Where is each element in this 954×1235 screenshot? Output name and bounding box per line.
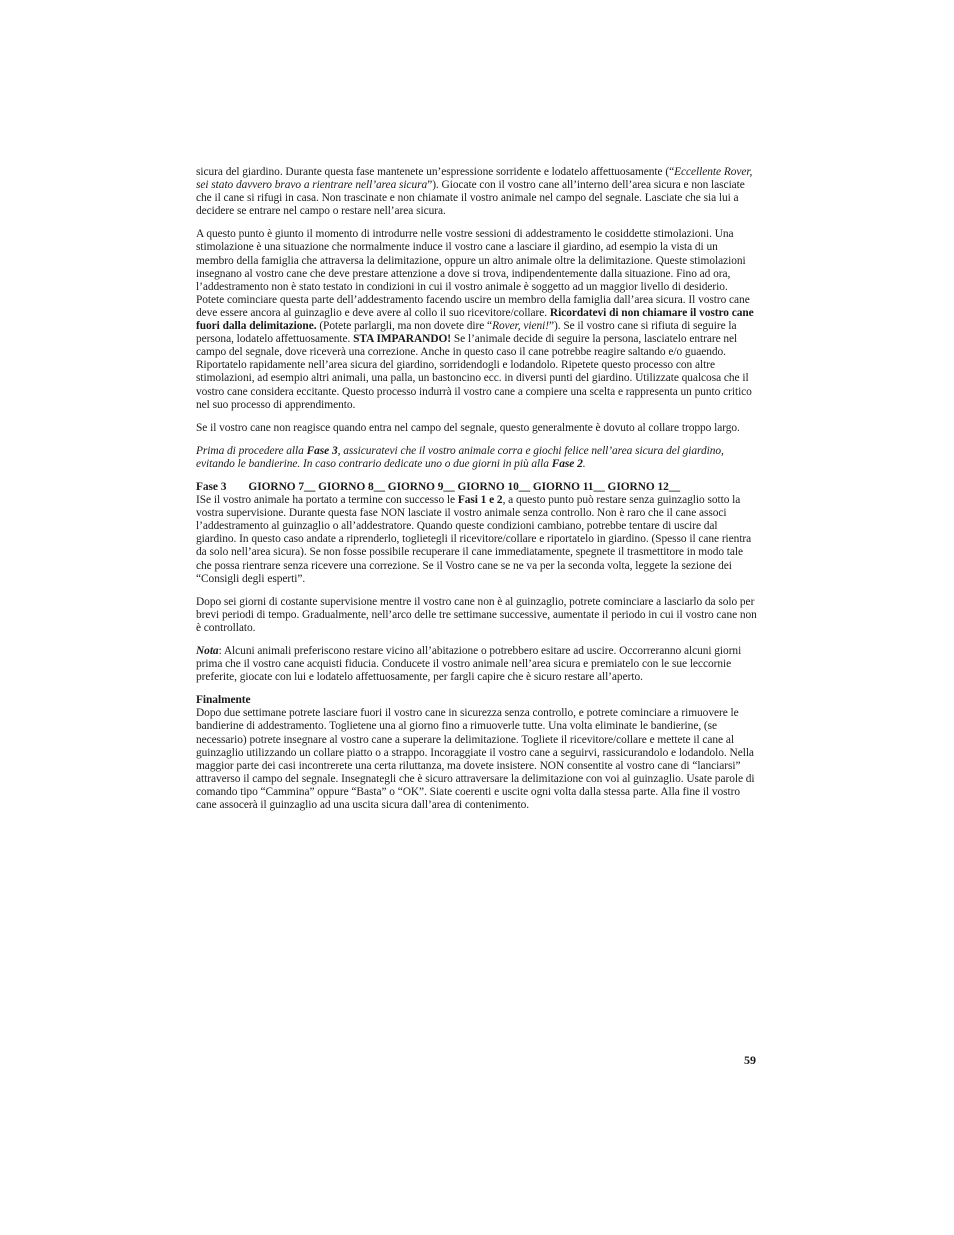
section-heading-finalmente [196,694,758,707]
paragraph-intro [196,166,758,218]
quote-italic: Rover, vieni! [492,320,549,333]
page-body [196,166,758,822]
phase-days: GIORNO 7__ GIORNO 8__ GIORNO 9__ GIORNO 10__ GIORNO 11__ GIORNO 12__ [248,480,681,493]
text-span: . [582,457,586,470]
text-span: (Potete parlargli, ma non dovete dire “ [316,320,493,333]
phase-ref: Fase 3 [306,444,338,457]
paragraph-collare: Se il vostro cane non reagisce quando entra nel campo del segnale, questo generalmente è dovuto al collare troppo largo. [196,421,740,434]
paragraph-fase3 [196,494,758,586]
bold-warning: Ricordatevi di non chiamare il vostro cane fuori dalla delimitazione. [196,306,754,333]
paragraph-finalmente: Dopo due settimane potrete lasciare fuori il vostro cane in sicurezza senza controllo, e potrete cominciare a rimuovere le bandierine di addestramento. Toglietene una al giorno fino a rimuoverle tutte. Una volta eliminate le bandierine, (se necessario) potrete insegnare al vostro cane a superare la delimitazione. Togliete il ricevitore/collare e mettete il cane al guinzaglio utilizzando un collare piatto o a strappo. Incoraggiate il vostro cane a seguirvi, rassicurandolo e lodandolo. Nella maggior parte dei casi incontrerete una certa riluttanza, ma dovete insistere. NON consentite al vostro cane di “lanciarsi” attraverso il campo del segnale. Insegnategli che è sicuro attraversare la delimitazione con voi al guinzaglio. Usate parole di comando tipo “Cammina” oppure “Basta” o “OK”. Siate coerenti e uscite ogni volta dalla stessa parte. Alla fine il vostro cane assocerà il guinzaglio ad una uscita sicura dall’area di contenimento. [196,707,755,812]
bold-emphasis: STA IMPARANDO! [353,333,452,346]
text-span: ISe il vostro animale ha portato a termine con successo le [196,494,458,507]
paragraph-supervisione: Dopo sei giorni di costante supervisione mentre il vostro cane non è al guinzaglio, potrete cominciare a lasciarlo da solo per brevi periodi di tempo. Gradualmente, nell’arco delle tre settimane successive, aumentate il periodo in cui il vostro cane non è controllato. [196,595,757,634]
note-label: Nota [196,645,219,657]
text-span: , a questo punto può restare senza guinzaglio sotto la vostra supervisione. Durante questa fase NON lasciate il vostro animale senza controllo. Non è raro che il cane associ l’addestramento al guinzaglio o all’addestratore. Quando queste condizioni cambiano, potrebbe tentare di uscire dal giardino. In questo caso andate a riprenderlo, toglietegli il ricevitore/collare e riportatelo in giardino. (Spesso il cane rientra da solo nell’area sicura). Se non fosse possibile recuperare il cane immediatamente, spegnete il trasmettitore in modo tale che possa rientrare senza ricevere una correzione. Se il Vostro cane se ne va per la seconda volta, leggete la sezione dei “Consigli degli esperti”. [196,494,752,585]
quote-italic: Eccellente Rover, sei stato davvero bravo a rientrare nell’area sicura [196,166,753,192]
text-span: ”). Giocate con il vostro cane all’interno dell’area sicura e non lasciate che il cane si rifugi in casa. Non trascinate e non chiamate il vostro animale nel campo del segnale. Lasciate che sia lui a decidere se entrare nel campo o restare nell’area sicura. [196,179,745,218]
phase-header [196,481,758,494]
text-span: Se l’animale decide di seguire la persona, lasciatelo entrare nel campo del segnale, dove riceverà una correzione. Anche in questo caso il cane potrebbe reagire saltando e/o guaendo. Riportatelo rapidamente nell’area sicura del giardino, sorridendogli e lodandolo. Ripetete questo processo con altre stimolazioni, ad esempio altri animali, una palla, un bastoncino ecc. in diversi punti del giardino. Utilizzate qualcosa che il vostro cane considera eccitante. Questo processo indurrà il vostro cane a compiere una scelta e rappresenta un punto critico nel suo processo di apprendimento. [196,333,752,411]
paragraph-nota [196,645,758,684]
text-span: : Alcuni animali preferiscono restare vicino all’abitazione o potrebbero esitare ad uscire. Occorreranno alcuni giorni prima che il vostro cane acquisti fiducia. Conducete il vostro animale nell’area sicura e premiatelo con le sue leccornie preferite, giocate con lui e lodatelo affettuosamente, per fargli capire che è sicuro restare all’aperto. [196,645,742,684]
paragraph-prima-fase3 [196,445,758,471]
heading-text: Finalmente [196,694,251,707]
text-span: , assicuratevi che il vostro animale corra e giochi felice nell’area sicura del giardino, evitando le bandierine. In caso contrario dedicate uno o due giorni in più alla [196,444,724,470]
paragraph-stimolazioni [196,228,758,411]
page-number: 59 [744,1053,756,1067]
text-span: ”). Se il vostro cane si rifiuta di seguire la persona, lodatelo affettuosamente. [196,320,737,346]
phase-ref: Fasi 1 e 2 [457,494,503,507]
phase-ref: Fase 2 [551,457,583,470]
phase-label: Fase 3 [196,480,227,493]
text-span: Prima di procedere alla [196,444,307,457]
text-span: A questo punto è giunto il momento di introdurre nelle vostre sessioni di addestramento le cosiddette stimolazioni. Una stimolazione è una situazione che normalmente induce il vostro cane a lasciare il giardino, ad esempio la vista di un membro della famiglia che attraversa la delimitazione, oppure un altro animale oltre la delimitazione. Queste stimolazioni insegnano al vostro cane che deve prestare attenzione a dove si trova, indipendentemente dalla situazione. Fino ad ora, l’addestramento non è stato testato in condizioni in cui il vostro animale è soggetto ad un maggior livello di desiderio. Potete cominciare questa parte dell’addestramento facendo uscire un membro della famiglia dall’area sicura. Il vostro cane deve essere ancora al guinzaglio e deve avere al collo il suo ricevitore/collare. [196,228,750,319]
text-span: sicura del giardino. Durante questa fase mantenete un’espressione sorridente e lodatelo affettuosamente (“ [196,166,675,178]
